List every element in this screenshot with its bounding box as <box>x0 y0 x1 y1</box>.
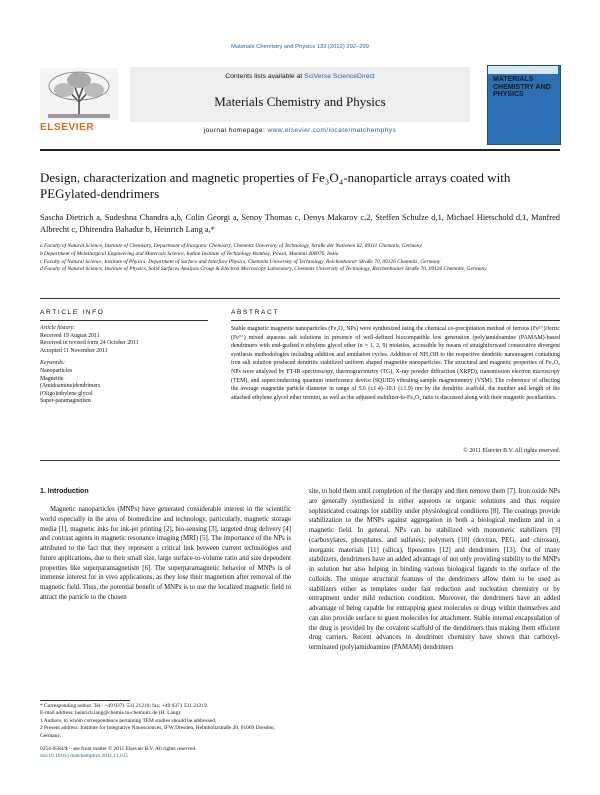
received-date: Received 19 August 2011 <box>40 332 100 339</box>
affiliation-d: d Faculty of Natural Science, Institute of Physics, Solid Surfaces Analysis Group & Electron Microscopy Laboratory, Chemnitz University of Technology, Reichenhainer Straße 70, 09126 Chemnitz, Germany <box>40 266 487 273</box>
history-label: Article history: <box>40 325 76 331</box>
email-note: E-mail address: heinrich.lang@chemie.tu-chemnitz.de (H. Lang). <box>40 710 182 717</box>
affiliation-rule <box>40 298 560 299</box>
issn-line: 0254-0584/$ – see front matter © 2011 Elsevier B.V. All rights reserved. <box>40 746 197 752</box>
header-rule <box>40 149 560 151</box>
keyword-item: Nanoparticles <box>40 367 73 374</box>
corresponding-author-note: * Corresponding author. Tel.: +49 0371 531 21210; fax: +49 0371 531 21219. <box>40 703 209 709</box>
abstract-heading: ABSTRACT <box>231 309 279 316</box>
introduction-left-column: Magnetic nanoparticles (MNPs) have generated considerable interest in the scientific world especially in the area of biomedicine and technology, particularly, magnetic storage media [1], magnetic inks for ink-jet printing [2], bio-sensing [3], targeted drug delivery [4] and contrast agents in magnetic resonance imaging (MRI) [5]. The importance of the NPs is attributed to the fact that they represent a critical link between current technologies and future applications, due to their small size, large surface-to-volume ratio and size dependent properties like superparamagnetism [6]. The superparamagnetic behavior of MNPs is of immense interest for in vivo applications, as they lose their magnetism after removal of the magnetic field. Thus, the potential benefit of MNPs is to use the localized magnetic field to attract the particle to the chosen <box>40 506 291 601</box>
abstract-text: Stable magnetic magnetite nanoparticles (Fe₃O₄ NPs) were synthesized using the chemical co-precipitation method of ferrous (Fe²⁺)/ferric (Fe³⁺) mixed aqueous salt solutions in presence of well-defined biocompatible low generation (poly)amidoamine (PAMAM)-based dendrimers with end-grafted n ethylene glycol ether (n = 1, 2, 9) moieties, accessible by means of straightforward consecutive divergent synthesis methodologies including addition and amidation cycles. Addition of NH₄OH to the respective dendritic nanoreagent containing iron salt solution produced dendritic stabilized uniform shaped magnetite nanoparticles. The structural and magnetic properties of Fe₃O₄ NPs were analyzed by FT-IR spectroscopy, thermogravimetry (TG), X-ray powder diffraction (XRPD), transmission electron microscopy (TEM), and superconducting quantum interference device (SQUID) vibrating sample magnetometry (VSM). The coherence of affecting the average magnetite particle diameter in range of 5.6 (±1.4)–10.1 (±1.9) nm by the dendritic scaffold, the number and length of the attached ethylene glycol ether termini, as well as the adjusted stabilizer-to-Fe₃O₄ ratio is discussed along with their magnetic peculiarities. <box>231 326 560 401</box>
article-info-heading: ARTICLE INFO <box>40 309 105 316</box>
doi-link[interactable]: doi:10.1016/j.matchemphys.2011.11.015 <box>40 753 129 760</box>
abstract-bottom-rule <box>40 460 560 461</box>
footnote-rule <box>40 700 130 701</box>
introduction-heading: 1. Introduction <box>40 488 89 495</box>
contents-prefix: Contents lists available at <box>225 73 305 80</box>
homepage-label: journal homepage: <box>203 127 268 134</box>
keyword-item: (Oligo)ethylene glycol <box>40 390 93 397</box>
keyword-item: (Amidoamine)dendrimers <box>40 383 101 390</box>
homepage-link[interactable]: www.elsevier.com/locate/matchemphys <box>267 127 397 134</box>
footnotes <box>40 703 291 740</box>
affiliation-a: a Faculty of Natural Science, Institute of Chemistry, Department of Inorganic Chemistry, Chemnitz University of Technology, Straße der Nationen 62, 09111 Chemnitz, Germany <box>40 243 422 249</box>
abstract-rule <box>231 320 560 321</box>
journal-cover-title: MATERIALS CHEMISTRY AND PHYSICS <box>493 76 551 98</box>
copyright-notice: © 2011 Elsevier B.V. All rights reserved. <box>463 448 560 454</box>
introduction-right-column: site, to hold them until completion of the therapy and then remove them [7]. Iron oxide NPs are generally synthesized in either aqueous or organic solutions and thus require sophisticated coatings for stability under physiological conditions [8]. The coatings provide stabilization to the MNPs against aggregation in both a biological medium and in a magnetic field. In general, NPs can be stabilized with monomeric stabilizers [9] (carboxylates, phosphates, and sulfates), polymers [10] (dextran, PEG, and chitosan), inorganic materials [11] (silica), liposomes [12] and dendrimers [13]. Out of many stabilizers, dendrimers have an added advantage of not only providing stability to the MNPs in solution but also helping in binding various biological ligands to the surface of the colloids. The unique structural features of the dendrimers allow them to be used as stabilizers either as templates under fast reduction and nucleation chemistry or by entrapment under mild reduction condition. Moreover, the dendrimers have an added advantage of being capable for entrapping guest molecules or drugs within themselves and can also provide surface to guest molecules for attachment. Stable internal encapsulation of the drug is provided by the covalent scaffold of the dendrimers thus making them efficient drug carriers. Recent advances in dendrimer chemistry have shown that carboxyl-terminated (poly)amidoamine (PAMAM) dendrimers <box>309 488 560 651</box>
article-info <box>40 325 208 406</box>
issn-block <box>40 746 291 761</box>
sciencedirect-link[interactable]: SciVerse ScienceDirect <box>304 73 375 80</box>
article-info-rule <box>40 320 208 321</box>
article-title: Design, characterization and magnetic properties of Fe₃O₄-nanoparticle arrays coated with PEGylated-dendrimers <box>40 170 511 201</box>
journal-title: Materials Chemistry and Physics <box>214 94 386 109</box>
author-list: Sascha Dietrich a, Sudeshna Chandra a,b, Colin Georgi a, Senoy Thomas c, Denys Makarov c,2, Steffen Schulze d,1, Michael Hietschold d,1, Manfred Albrecht c, Dhirendra Bahadur b, Heinrich Lang a,* <box>40 213 560 234</box>
keyword-item: Magnetite <box>40 375 64 382</box>
journal-homepage <box>130 127 470 134</box>
footnote-1: 1 Authors, to whom correspondence pertaining TEM studies should be addressed. <box>40 717 217 724</box>
revised-date: Received in revised form 24 October 2011 <box>40 340 139 347</box>
footnote-2: 2 Present address: Institute for Integrative Nanosciences, IFW Dresden, Helmholtzstraße 20, 01069 Dresden, Germany. <box>40 725 275 739</box>
keywords-label: Keywords: <box>40 360 65 367</box>
affiliation-b: b Department of Metallurgical Engineering and Materials Science, Indian Institute of Technology Bombay, Powai, Mumbai 400076, India <box>40 250 339 257</box>
journal-citation: Materials Chemistry and Physics 132 (2012) 292–299 <box>231 44 369 50</box>
affiliations <box>40 243 560 274</box>
keyword-item: Super-paramagnetism <box>40 398 91 405</box>
affiliation-c: c Faculty of Natural Science, Institute of Physics, Department of Surface and Interface Physics, Chemnitz University of Technology, Reichenhainer Straße 70, 09126 Chemnitz, Germany <box>40 258 441 265</box>
publisher-logo-text: ELSEVIER <box>40 122 95 133</box>
accepted-date: Accepted 11 November 2011 <box>40 347 108 354</box>
journal-cover-stripe <box>488 66 558 74</box>
contents-line <box>140 73 460 80</box>
